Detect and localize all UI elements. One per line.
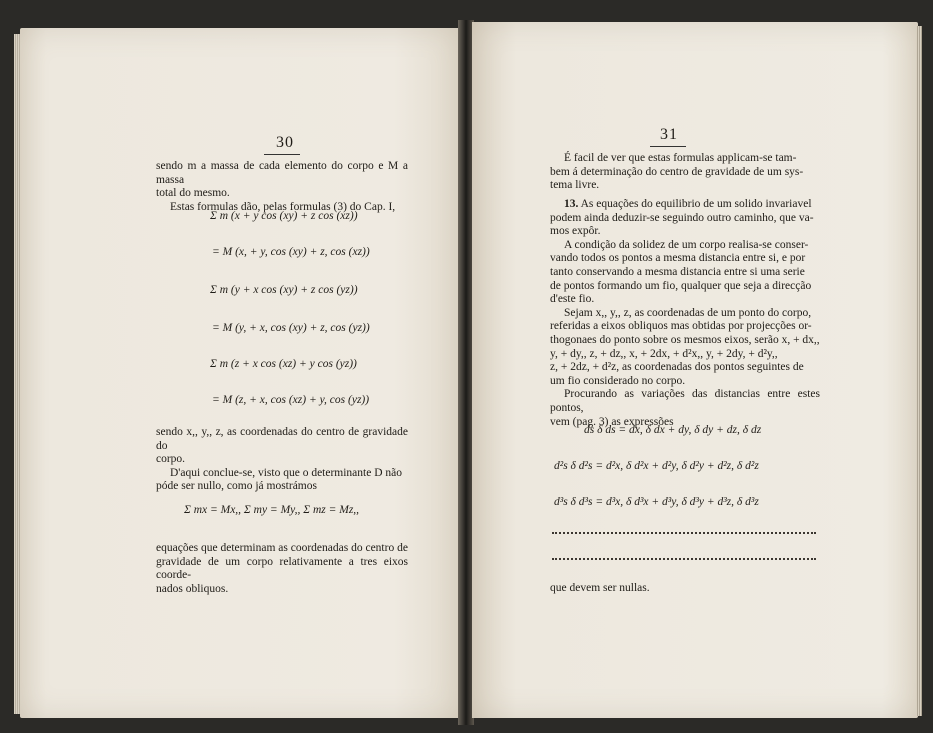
text-line: mos expôr.: [550, 225, 601, 238]
text-line: y, + dy,, z, + dz,, x, + 2dx, + d²x,, y, + 2dy, + d²y,,: [550, 347, 778, 360]
section-number: 13.: [564, 198, 579, 210]
equation: Σ m (y + x cos (xy) + z cos (yz)): [210, 284, 358, 296]
equation: = M (x, + y, cos (xy) + z, cos (xz)): [212, 246, 370, 258]
text-line: As equações do equilibrio de um solido invariavel: [580, 198, 812, 210]
closing-line: que devem ser nullas.: [550, 582, 650, 594]
text-line: sendo x,, y,, z, as coordenadas do centro de gravidade do: [156, 426, 408, 452]
text-line: tanto conservando a mesma distancia entre si uma serie: [550, 265, 805, 278]
text-line: gravidade de um corpo relativamente a tres eixos coorde-: [156, 555, 408, 582]
book-spread: [12, 20, 920, 725]
text-line: um fio considerado no corpo.: [550, 374, 686, 387]
paragraph: [550, 152, 820, 193]
text-line: vem (pag. 3) as expressões: [550, 415, 674, 428]
text-line: É facil de ver que estas formulas applicam-se tam-: [564, 152, 797, 164]
page-number: 31: [660, 126, 678, 143]
equation: Σ m (x + y cos (xy) + z cos (xz)): [210, 210, 358, 222]
equation: d²s δ d²s = d²x, δ d²x + d²y, δ d²y + d²z, δ d²z: [554, 460, 759, 472]
page-stack-edge-right: [916, 26, 922, 716]
page-number-rule: [264, 154, 300, 155]
text-line: vando todos os pontos a mesma distancia entre si, e por: [550, 252, 806, 265]
text-line: tema livre.: [550, 179, 600, 192]
dotted-line: [552, 558, 816, 560]
text-line: total do mesmo.: [156, 187, 230, 200]
text-line: D'aqui conclue-se, visto que o determinante D não: [170, 466, 402, 479]
text-line: póde ser nullo, como já mostrámos: [156, 480, 317, 493]
text-line: Procurando as variações das distancias entre estes pontos,: [550, 388, 820, 414]
text-line: equações que determinam as coordenadas do centro de: [156, 542, 408, 554]
text-line: Estas formulas dão, pelas formulas (3) do Cap. I,: [170, 200, 396, 213]
sum-equation: Σ mx = Mx,, Σ my = My,, Σ mz = Mz,,: [184, 504, 360, 516]
right-page: [472, 22, 918, 718]
equation: = M (z, + x, cos (xz) + y, cos (yz)): [212, 394, 370, 406]
equation: Σ m (z + x cos (xz) + y cos (yz)): [210, 358, 357, 370]
equation: d³s δ d³s = d³x, δ d³x + d³y, δ d³y + d³z, δ d³z: [554, 496, 759, 508]
equation: = M (y, + x, cos (xy) + z, cos (yz)): [212, 322, 370, 334]
text-line: sendo m a massa de cada elemento do corpo e M a massa: [156, 160, 408, 186]
equation: ds δ ds = dx, δ dx + dy, δ dy + dz, δ dz: [584, 424, 762, 436]
page-number: 30: [276, 134, 294, 151]
page-number-rule: [650, 146, 686, 147]
paragraph: [156, 542, 408, 596]
text-line: referidas a eixos obliquos mas obtidas por projecções or-: [550, 320, 812, 333]
left-page: [20, 28, 460, 718]
text-line: corpo.: [156, 453, 186, 466]
text-line: d'este fio.: [550, 293, 595, 306]
text-line: de pontos formando um fio, qualquer que seja a direcção: [550, 279, 812, 292]
text-line: podem ainda deduzir-se seguindo outro caminho, que va-: [550, 211, 814, 224]
text-line: bem á determinação do centro de gravidade de um sys-: [550, 165, 804, 178]
text-line: thogonaes do ponto sobre os mesmos eixos, serão x, + dx,,: [550, 333, 820, 346]
section-13: [550, 198, 820, 429]
dotted-line: [552, 532, 816, 534]
text-line: A condição da solidez de um corpo realisa-se conser-: [564, 238, 809, 251]
text-line: Sejam x,, y,, z, as coordenadas de um ponto do corpo,: [564, 306, 812, 319]
text-line: nados obliquos.: [156, 582, 229, 595]
text-line: z, + 2dz, + d²z, as coordenadas dos pontos seguintes de: [550, 361, 804, 374]
paragraph: [156, 426, 408, 494]
paragraph: [156, 160, 408, 214]
